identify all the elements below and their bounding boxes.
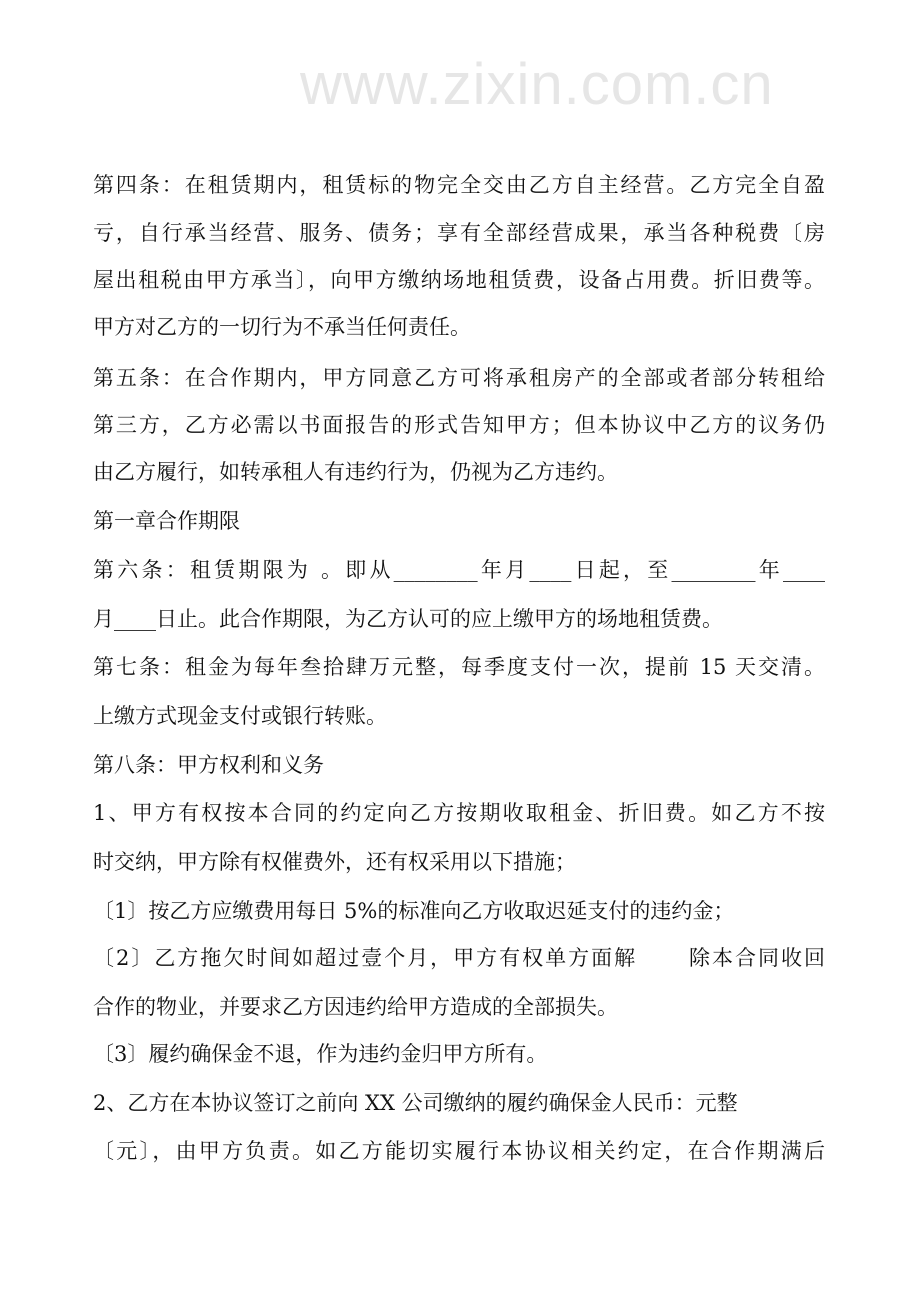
- paragraph-line: 1、甲方有权按本合同的约定向乙方按期收取租金、折旧费。如乙方不按: [93, 801, 825, 825]
- chapter-heading: 第一章合作期限: [93, 509, 240, 533]
- paragraph-line: 〔3〕履约确保金不退，作为违约金归甲方所有。: [93, 1042, 548, 1066]
- watermark: www.zixin.com.cn: [300, 52, 774, 117]
- paragraph-line: 由乙方履行，如转承租人有违约行为，仍视为乙方违约。: [93, 460, 618, 484]
- paragraph-line: 第六条：租赁期限为 。即从________年月____日起，至________年____: [93, 558, 825, 582]
- paragraph-line: 月____日止。此合作期限，为乙方认可的应上缴甲方的场地租赁费。: [93, 607, 723, 631]
- paragraph-line: 第五条：在合作期内，甲方同意乙方可将承租房产的全部或者部分转租给: [93, 366, 825, 390]
- paragraph-line: 上缴方式现金支付或银行转账。: [93, 704, 387, 728]
- paragraph-line: 第四条：在租赁期内，租赁标的物完全交由乙方自主经营。乙方完全自盈: [93, 173, 825, 197]
- paragraph-line: 时交纳，甲方除有权催费外，还有权采用以下措施；: [93, 850, 576, 874]
- paragraph-line: 合作的物业，并要求乙方因违约给甲方造成的全部损失。: [93, 995, 618, 1019]
- paragraph-line: 第三方，乙方必需以书面报告的形式告知甲方；但本协议中乙方的议务仍: [93, 413, 825, 437]
- paragraph-line: 亏，自行承当经营、服务、债务；享有全部经营成果，承当各种税费〔房: [93, 221, 825, 245]
- paragraph-line: 〔1〕按乙方应缴费用每日 5%的标准向乙方收取迟延支付的违约金；: [93, 899, 735, 923]
- paragraph-line: 第七条：租金为每年叁拾肆万元整，每季度支付一次，提前 15 天交清。: [93, 655, 825, 679]
- paragraph-line: 屋出租税由甲方承当〕，向甲方缴纳场地租赁费，设备占用费。折旧费等。: [93, 268, 825, 292]
- paragraph-line: 〔2〕乙方拖欠时间如超过壹个月，甲方有权单方面解 除本合同收回: [93, 946, 825, 970]
- paragraph-line: 〔元〕，由甲方负责。如乙方能切实履行本协议相关约定，在合作期满后: [93, 1139, 825, 1163]
- article-heading: 第八条：甲方权利和义务: [93, 753, 324, 777]
- paragraph-line: 甲方对乙方的一切行为不承当任何责任。: [93, 315, 471, 339]
- paragraph-line: 2、乙方在本协议签订之前向 XX 公司缴纳的履约确保金人民币：元整: [93, 1091, 738, 1115]
